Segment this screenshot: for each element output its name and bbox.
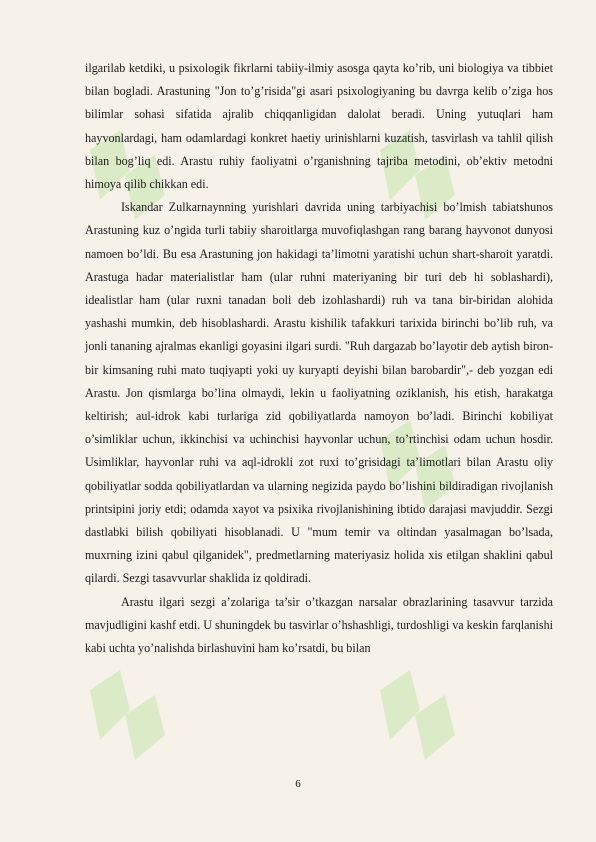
- page-number: 6: [295, 778, 301, 790]
- watermark-logo-icon: [360, 650, 480, 770]
- paragraph-3: Arastu ilgari sezgi a’zolariga ta’sir o’tkazgan narsalar obrazlarining tasavvur tarzida mavjudligini kashf etdi. U shuningdek bu tasvirlar o’hshashligi, turdoshligi va keskin farqlanishi kabi uchta yo’nalishda birlashuvini ham ko’rsatdi, bu bilan: [85, 594, 553, 656]
- paragraph-2: Iskandar Zulkarnaynning yurishlari davrida uning tarbiyachisi bo’lmish tabiatshunos Arastuning kuz o’ngida turli tabiiy sharoitlarga muvofiqlashgan rang barang hayvonot dunyosi namoen bo’ldi. Bu esa Arastuning jon hakidagi ta’limotni yaratishi uchun shart-sharoit yaratdi. Arastuga hadar materialistlar ham (ular ruhni materiyaning bir turi deb hi soblashardi), idealistlar ham (ular ruxni tanadan boli deb izohlashardi) ruh va tana bir-biridan alohida yashashi mumkin, deb hisoblashardi. Arastu kishilik tafakkuri tarixida birinchi bo’lib ruh, va jonli tananing ajralmas ekanligi goyasini ilgari surdi. "Ruh dargazab bo’layotir deb aytish biron- bir kimsaning ruhi mato tuqiyapti yoki uy kuryapti deyishi bilan barobardir",- deb yozgan edi Arastu. Jon qismlarga bo’lina olmaydi, lekin u faoliyatning oziklanish, his etish, harakatga keltirish; aul-idrok kabi turlariga zid qobiliyatlarda namoyon bo’ladi. Birinchi kobiliyat o’simliklar uchun, ikkinchisi va uchinchisi hayvonlar uchun, to’rtinchisi odam uchun hosdir. Usimliklar, hayvonlar ruhi va aql-idrokli zot ruxi to’grisidagi ta’limotlari bilan Arastu oliy qobiliyatlar sodda qobiliyatlardan va ularning negizida paydo bo’lishini bildiradigan rivojlanish printsipini joriy etdi; odamda xayot va psixika rivojlanishining ibtido darajasi mavjuddir. Sezgi dastlabki bilish qobiliyati hisoblanadi. U "mum temir va oltindan yasalmagan bo’lsada, muxrning izini qabul qilganidek", predmetlarning materiyasiz holida xis etilgan shaklini qabul qilardi. Sezgi tasavvurlar shaklida iz qoldiradi.: [85, 200, 553, 586]
- watermark-logo-icon: [70, 650, 190, 770]
- body-text: [85, 57, 553, 660]
- paragraph-1: ilgarilab ketdiki, u psixologik fikrlarni tabiiy-ilmiy asosga qayta ko’rib, uni biologiya va tibbiet bilan bogladi. Arastuning "Jon to’g’risida"gi asari psixologiyaning bu davrga kelib o’ziga hos bilimlar sohasi sifatida ajralib chiqqanligidan dalolat beradi. Uning yutuqlari ham hayvonlardagi, ham odamlardagi konkret haetiy urinishlarni kuzatish, tasvirlash va tahlil qilish bilan bog’liq edi. Arastu ruhiy faoliyatni o’rganishning tajriba metodini, ob’ektiv metodni himoya qilib chikkan edi.: [85, 61, 553, 192]
